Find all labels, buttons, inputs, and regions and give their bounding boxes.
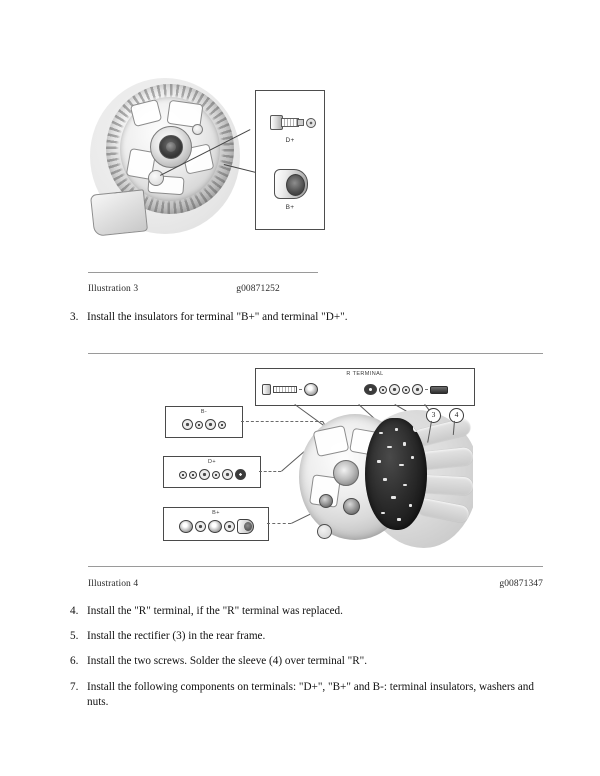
washer-part bbox=[195, 421, 203, 429]
part-spacer bbox=[299, 389, 302, 390]
terminal-boss bbox=[343, 498, 360, 515]
step-number: 3. bbox=[70, 311, 79, 323]
dplus-bolt-tip bbox=[297, 119, 304, 126]
callout-4: 4 bbox=[449, 408, 464, 423]
kit-parts-d-plus bbox=[164, 457, 260, 487]
kit-label-r-terminal: R TERMINAL bbox=[346, 371, 384, 377]
step-number: 7. bbox=[70, 681, 79, 693]
step-number: 5. bbox=[70, 630, 79, 642]
step-number: 4. bbox=[70, 605, 79, 617]
kit-parts-r-terminal bbox=[256, 369, 474, 405]
kit-box-r-terminal bbox=[255, 368, 475, 406]
illustration-4-image bbox=[163, 364, 473, 549]
leader-line bbox=[259, 471, 281, 472]
washer-part bbox=[379, 386, 387, 394]
insulator-part bbox=[237, 519, 254, 534]
illustration-4-rule bbox=[88, 566, 543, 567]
terminal-boss bbox=[148, 170, 164, 186]
leader-line bbox=[267, 523, 291, 524]
rectifier-highlight bbox=[413, 422, 421, 432]
illustration-3-caption bbox=[88, 284, 318, 294]
washer-part bbox=[222, 469, 233, 480]
kit-box-b-plus bbox=[163, 507, 269, 541]
parts-callout-box bbox=[255, 90, 325, 230]
rectifier-install-photo bbox=[291, 402, 473, 549]
kit-box-b-minus bbox=[165, 406, 243, 438]
washer-part bbox=[182, 419, 193, 430]
rectifier-speck bbox=[395, 428, 398, 431]
rectifier-speck bbox=[381, 512, 385, 514]
dplus-part-label: D+ bbox=[285, 137, 295, 144]
washer-part bbox=[189, 471, 197, 479]
mounting-boss bbox=[317, 524, 332, 539]
washer-part bbox=[389, 384, 400, 395]
kit-box-d-plus bbox=[163, 456, 261, 488]
screw-head-part bbox=[262, 384, 271, 395]
illustration-3-code: g00871252 bbox=[236, 284, 280, 294]
rectifier-speck bbox=[383, 478, 387, 481]
rectifier-speck bbox=[403, 442, 406, 446]
washer-part bbox=[412, 384, 423, 395]
dplus-washer bbox=[306, 118, 316, 128]
illustration-4-code: g00871347 bbox=[499, 579, 543, 589]
kit-label-b-minus: B- bbox=[200, 409, 208, 415]
illustration-3-rule bbox=[88, 272, 318, 273]
rectifier-speck bbox=[377, 460, 381, 463]
washer-part bbox=[195, 521, 206, 532]
bplus-insulator-ring bbox=[274, 169, 308, 199]
illustration-3-label: Illustration 3 bbox=[88, 284, 139, 294]
illustration-3-image bbox=[88, 72, 326, 240]
washer-part bbox=[199, 469, 210, 480]
callout-3: 3 bbox=[426, 408, 441, 423]
step-item bbox=[70, 680, 542, 710]
nut-part bbox=[208, 520, 222, 533]
alternator-rear-frame-photo bbox=[88, 72, 248, 240]
kit-label-b-plus: B+ bbox=[212, 510, 220, 516]
washer-part bbox=[212, 471, 220, 479]
step-text: Install the insulators for terminal "B+" and terminal "D+". bbox=[87, 311, 348, 323]
rectifier-speck bbox=[391, 496, 396, 499]
rectifier-speck bbox=[409, 504, 412, 507]
washer-part bbox=[224, 521, 235, 532]
dark-nut-part bbox=[235, 469, 246, 480]
terminal-boss bbox=[319, 494, 333, 508]
mounting-boss bbox=[192, 124, 203, 135]
dark-washer-part bbox=[364, 384, 377, 395]
step-item bbox=[70, 629, 542, 644]
kit-parts-b-minus bbox=[166, 407, 242, 437]
rectifier-speck bbox=[399, 464, 404, 466]
nut-part bbox=[304, 383, 318, 396]
step-text: Install the "R" terminal, if the "R" terminal was replaced. bbox=[87, 605, 343, 617]
threaded-screw-part bbox=[273, 386, 297, 393]
rectifier-speck bbox=[387, 446, 392, 448]
rectifier bbox=[365, 418, 427, 530]
bplus-part-label: B+ bbox=[285, 204, 295, 211]
sleeve-part bbox=[430, 386, 448, 394]
rotor-shaft-bearing bbox=[159, 135, 183, 159]
rectifier-speck bbox=[397, 518, 401, 521]
step-text: Install the rectifier (3) in the rear frame. bbox=[87, 630, 266, 642]
nut-part bbox=[179, 520, 193, 533]
kit-label-d-plus: D+ bbox=[208, 459, 216, 465]
washer-part bbox=[205, 419, 216, 430]
kit-parts-b-plus bbox=[164, 508, 268, 540]
step-item bbox=[70, 310, 540, 325]
washer-part bbox=[402, 386, 410, 394]
mounting-foot bbox=[90, 189, 148, 236]
bearing-hub bbox=[333, 460, 359, 486]
step-number: 6. bbox=[70, 655, 79, 667]
rectifier-speck bbox=[403, 484, 407, 486]
rectifier-speck bbox=[379, 432, 383, 434]
step-text: Install the two screws. Solder the sleeve (4) over terminal "R". bbox=[87, 655, 368, 667]
washer-part bbox=[218, 421, 226, 429]
step-item bbox=[70, 604, 542, 619]
step-text: Install the following components on terminals: "D+", "B+" and B-: terminal insulators, washers and nuts. bbox=[87, 681, 534, 708]
rectifier-speck bbox=[411, 456, 414, 459]
step-item bbox=[70, 654, 542, 669]
illustration-4-label: Illustration 4 bbox=[88, 579, 139, 589]
part-spacer bbox=[425, 389, 428, 390]
illustration-4-top-rule bbox=[88, 353, 543, 354]
washer-part bbox=[179, 471, 187, 479]
illustration-4-caption bbox=[88, 579, 543, 589]
